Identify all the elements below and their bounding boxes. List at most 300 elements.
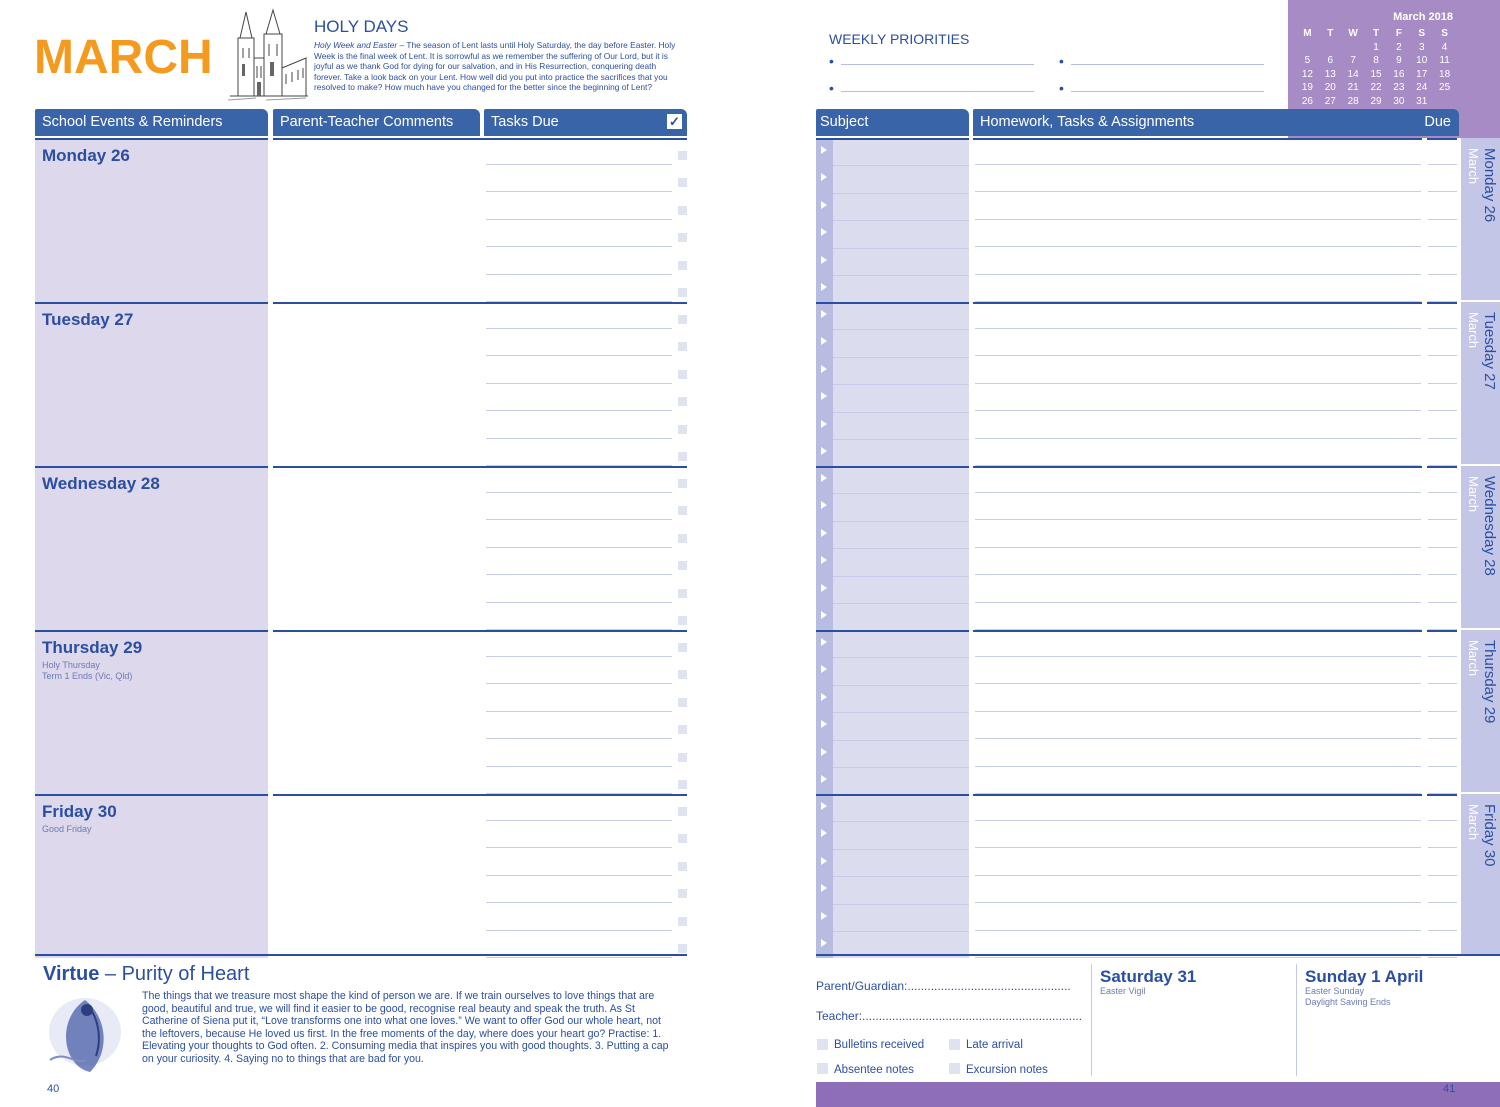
priority-line-1[interactable]	[841, 64, 1034, 65]
due-line[interactable]	[1428, 519, 1457, 520]
task-line[interactable]	[486, 519, 672, 520]
saturday-note: Easter Vigil	[1100, 986, 1146, 996]
due-line[interactable]	[1428, 711, 1457, 712]
calendar-day: 31	[1416, 95, 1428, 107]
task-checkbox[interactable]	[678, 834, 687, 843]
subject-row-divider	[833, 685, 969, 686]
subject-row-divider	[833, 275, 969, 276]
due-line[interactable]	[1428, 164, 1457, 165]
day-divider	[1427, 138, 1457, 140]
subject-row-divider	[833, 931, 969, 932]
due-line[interactable]	[1428, 930, 1457, 931]
day-note: Holy Thursday	[42, 660, 100, 670]
play-arrow-icon	[821, 775, 827, 783]
subject-row-divider	[833, 220, 969, 221]
day-name: Monday 26	[42, 146, 130, 165]
day-note: Good Friday	[42, 824, 92, 834]
due-line[interactable]	[1428, 683, 1457, 684]
play-arrow-icon	[821, 556, 827, 564]
homework-line[interactable]	[975, 820, 1421, 821]
side-tab-text	[1465, 312, 1497, 390]
day-divider	[973, 794, 1422, 796]
calendar-day: 8	[1373, 55, 1379, 66]
homework-line[interactable]	[975, 656, 1421, 657]
holy-days-title: HOLY DAYS	[314, 17, 409, 36]
play-arrow-icon	[821, 420, 827, 428]
day-side-tab	[1461, 138, 1500, 300]
due-line[interactable]	[1428, 847, 1457, 848]
due-line[interactable]	[1428, 738, 1457, 739]
bulletins-received-label: Bulletins received	[834, 1039, 925, 1051]
day-side-tab	[1461, 466, 1500, 628]
play-arrow-icon	[821, 201, 827, 209]
calendar-week-row	[1296, 95, 1456, 109]
task-checkbox[interactable]	[678, 670, 687, 679]
calendar-day: 26	[1301, 95, 1313, 107]
task-line[interactable]	[486, 547, 672, 548]
homework-line[interactable]	[975, 547, 1421, 548]
play-arrow-icon	[821, 584, 827, 592]
calendar-day: 2	[1396, 41, 1402, 53]
subject-row-divider	[833, 439, 969, 440]
subject-row-divider	[833, 412, 969, 413]
absentee-notes-label: Absentee notes	[834, 1064, 914, 1076]
task-line[interactable]	[486, 219, 672, 220]
weekly-priorities-title: WEEKLY PRIORITIES	[829, 31, 970, 47]
homework-line[interactable]	[975, 492, 1421, 493]
due-line[interactable]	[1428, 957, 1457, 958]
side-tab-day: Monday 26	[1481, 148, 1498, 223]
task-line[interactable]	[486, 766, 672, 767]
task-checkbox[interactable]	[678, 807, 687, 816]
calendar-day: 17	[1416, 68, 1428, 80]
task-checkbox[interactable]	[678, 589, 687, 598]
task-checkbox[interactable]	[678, 862, 687, 871]
calendar-weekday: F	[1395, 28, 1402, 39]
homework-line[interactable]	[975, 766, 1421, 767]
task-line[interactable]	[486, 438, 672, 439]
due-line[interactable]	[1428, 438, 1457, 439]
task-line[interactable]	[486, 246, 672, 247]
due-line[interactable]	[1428, 355, 1457, 356]
subject-row-divider	[833, 548, 969, 549]
header-tasks-due	[484, 109, 687, 136]
task-line[interactable]	[486, 328, 672, 329]
subject-column	[816, 794, 969, 958]
day-divider	[816, 138, 969, 140]
arrow-strip	[816, 466, 833, 630]
homework-line[interactable]	[975, 847, 1421, 848]
due-line[interactable]	[1428, 328, 1457, 329]
homework-line[interactable]	[975, 246, 1421, 247]
task-checkbox[interactable]	[678, 753, 687, 762]
day-divider	[35, 302, 268, 304]
due-line[interactable]	[1428, 383, 1457, 384]
day-side-tab	[1461, 630, 1500, 792]
header-due-label: Due	[1424, 114, 1451, 130]
subject-row-divider	[833, 329, 969, 330]
play-arrow-icon	[821, 146, 827, 154]
day-divider	[973, 630, 1422, 632]
sunday-title: Sunday 1 April	[1305, 967, 1424, 986]
homework-line[interactable]	[975, 355, 1421, 356]
calendar-day	[1296, 41, 1319, 55]
play-arrow-icon	[821, 665, 827, 673]
due-line[interactable]	[1428, 191, 1457, 192]
calendar-day: 21	[1347, 82, 1359, 93]
homework-line[interactable]	[975, 219, 1421, 220]
calendar-day: 24	[1416, 82, 1428, 93]
homework-line[interactable]	[975, 930, 1421, 931]
subject-row-divider	[833, 821, 969, 822]
parent-teacher-comment-area[interactable]	[273, 632, 480, 794]
task-line[interactable]	[486, 383, 672, 384]
homework-line[interactable]	[975, 683, 1421, 684]
subject-row-divider	[833, 904, 969, 905]
day-block	[35, 466, 268, 630]
due-line[interactable]	[1428, 274, 1457, 275]
task-line[interactable]	[486, 711, 672, 712]
due-line[interactable]	[1428, 656, 1457, 657]
day-name: Friday 30	[42, 802, 117, 821]
task-checkbox[interactable]	[678, 315, 687, 324]
absentee-notes-checkbox[interactable]	[817, 1063, 828, 1074]
task-line[interactable]	[486, 957, 672, 958]
calendar-day	[1342, 41, 1365, 55]
homework-line[interactable]	[975, 711, 1421, 712]
header-homework	[973, 109, 1459, 136]
day-divider	[973, 138, 1422, 140]
excursion-notes-label: Excursion notes	[966, 1064, 1048, 1076]
calendar-day: 16	[1393, 68, 1405, 80]
day-divider	[1427, 302, 1457, 304]
priority-bullet-2: •	[1059, 53, 1064, 69]
late-arrival-checkbox[interactable]	[949, 1039, 960, 1050]
task-checkbox[interactable]	[678, 780, 687, 789]
header-subject-label: Subject	[820, 114, 869, 130]
parent-teacher-comment-area[interactable]	[273, 796, 480, 958]
bottom-bar	[816, 1082, 1500, 1107]
weekend-divider-2	[1296, 964, 1297, 1076]
task-checkbox[interactable]	[678, 944, 687, 953]
day-block	[35, 630, 268, 794]
play-arrow-icon	[821, 337, 827, 345]
task-checkbox[interactable]	[678, 889, 687, 898]
virtue-illustration	[40, 990, 130, 1075]
task-checkbox[interactable]	[678, 206, 687, 215]
day-divider	[973, 466, 1422, 468]
side-tab-month: March	[1466, 640, 1481, 677]
day-name: Thursday 29	[42, 638, 143, 657]
play-arrow-icon	[821, 256, 827, 264]
task-checkbox[interactable]	[678, 233, 687, 242]
side-tab-month: March	[1466, 148, 1481, 185]
calendar-day: 13	[1324, 68, 1336, 80]
calendar-weekday: T	[1372, 28, 1380, 39]
play-arrow-icon	[821, 501, 827, 509]
play-arrow-icon	[821, 829, 827, 837]
task-line[interactable]	[486, 902, 672, 903]
homework-line[interactable]	[975, 410, 1421, 411]
play-arrow-icon	[821, 611, 827, 619]
task-checkbox[interactable]	[678, 643, 687, 652]
homework-line[interactable]	[975, 957, 1421, 958]
task-checkbox[interactable]	[678, 261, 687, 270]
homework-line[interactable]	[975, 274, 1421, 275]
section-end-divider	[816, 954, 1500, 956]
task-line[interactable]	[486, 274, 672, 275]
day-divider	[1427, 630, 1457, 632]
calendar-week-row	[1296, 54, 1456, 68]
side-tab-text	[1465, 804, 1497, 867]
header-homework-label: Homework, Tasks & Assignments	[980, 114, 1195, 130]
play-arrow-icon	[821, 693, 827, 701]
play-arrow-icon	[821, 802, 827, 810]
arrow-strip	[816, 302, 833, 466]
month-title: MARCH	[34, 31, 213, 84]
task-line[interactable]	[486, 930, 672, 931]
task-line[interactable]	[486, 355, 672, 356]
homework-line[interactable]	[975, 519, 1421, 520]
subject-row-divider	[833, 165, 969, 166]
play-arrow-icon	[821, 912, 827, 920]
calendar-day: 12	[1301, 68, 1313, 80]
play-arrow-icon	[821, 228, 827, 236]
task-checkbox[interactable]	[678, 561, 687, 570]
task-line[interactable]	[486, 410, 672, 411]
subject-row-divider	[833, 740, 969, 741]
side-tab-day: Thursday 29	[1481, 640, 1498, 724]
day-divider	[1427, 466, 1457, 468]
homework-line[interactable]	[975, 738, 1421, 739]
side-tab-month: March	[1466, 312, 1481, 349]
task-checkbox[interactable]	[678, 397, 687, 406]
due-line[interactable]	[1428, 820, 1457, 821]
side-tab-text	[1465, 148, 1497, 222]
homework-line[interactable]	[975, 875, 1421, 876]
subject-row-divider	[833, 603, 969, 604]
day-name: Tuesday 27	[42, 310, 134, 329]
subject-column	[816, 630, 969, 794]
task-line[interactable]	[486, 875, 672, 876]
parent-teacher-comment-area[interactable]	[273, 468, 480, 630]
day-block	[35, 302, 268, 466]
teacher-signature-line[interactable]: Teacher:..................................................................	[816, 1009, 1083, 1023]
task-line[interactable]	[486, 191, 672, 192]
calendar-day: 9	[1396, 55, 1402, 66]
calendar-day: 19	[1301, 82, 1313, 93]
task-checkbox[interactable]	[678, 370, 687, 379]
sunday-note-1: Easter Sunday	[1305, 986, 1365, 996]
church-illustration	[226, 8, 308, 102]
play-arrow-icon	[821, 939, 827, 947]
calendar-week-row	[1296, 41, 1456, 55]
homework-line[interactable]	[975, 438, 1421, 439]
homework-line[interactable]	[975, 574, 1421, 575]
subject-row-divider	[833, 384, 969, 385]
task-line[interactable]	[486, 820, 672, 821]
calendar-day: 22	[1370, 82, 1382, 93]
task-checkbox[interactable]	[678, 506, 687, 515]
page-number-right: 41	[1443, 1083, 1456, 1095]
homework-line[interactable]	[975, 902, 1421, 903]
day-divider	[973, 302, 1422, 304]
side-tab-day: Wednesday 28	[1481, 476, 1498, 576]
priority-bullet-1: •	[829, 53, 834, 69]
task-checkbox[interactable]	[678, 479, 687, 488]
header-tasks-due-label: Tasks Due	[491, 114, 559, 130]
day-divider	[816, 466, 969, 468]
task-checkbox[interactable]	[678, 452, 687, 461]
day-block	[35, 138, 268, 302]
task-line[interactable]	[486, 164, 672, 165]
due-line[interactable]	[1428, 219, 1457, 220]
calendar-weekday: S	[1441, 28, 1448, 39]
holy-days-text	[314, 40, 686, 93]
play-arrow-icon	[821, 283, 827, 291]
day-divider	[35, 138, 268, 140]
task-checkbox[interactable]	[678, 425, 687, 434]
task-checkbox[interactable]	[678, 616, 687, 625]
subject-row-divider	[833, 521, 969, 522]
play-arrow-icon	[821, 857, 827, 865]
header-school-events	[35, 109, 268, 136]
due-line[interactable]	[1428, 875, 1457, 876]
task-checkbox[interactable]	[678, 288, 687, 297]
play-arrow-icon	[821, 720, 827, 728]
priority-line-4[interactable]	[1071, 91, 1264, 92]
subject-row-divider	[833, 493, 969, 494]
homework-line[interactable]	[975, 602, 1421, 603]
due-line[interactable]	[1428, 492, 1457, 493]
virtue-heading	[43, 963, 249, 986]
calendar-day: 3	[1418, 41, 1425, 53]
due-line[interactable]	[1428, 547, 1457, 548]
side-tab-day: Tuesday 27	[1481, 312, 1498, 390]
homework-line[interactable]	[975, 328, 1421, 329]
subject-row-divider	[833, 357, 969, 358]
task-line[interactable]	[486, 602, 672, 603]
calendar-weekday: W	[1348, 28, 1358, 39]
task-line[interactable]	[486, 656, 672, 657]
calendar-week-row	[1296, 81, 1456, 95]
task-checkbox[interactable]	[678, 917, 687, 926]
play-arrow-icon	[821, 884, 827, 892]
task-checkbox[interactable]	[678, 534, 687, 543]
calendar-grid	[1296, 27, 1456, 108]
day-divider	[1427, 794, 1457, 796]
homework-line[interactable]	[975, 164, 1421, 165]
subject-row-divider	[833, 576, 969, 577]
priority-line-2[interactable]	[1071, 64, 1264, 65]
calendar-day: 18	[1439, 68, 1451, 80]
sunday-note-2: Daylight Saving Ends	[1305, 997, 1391, 1007]
calendar-day: 25	[1439, 82, 1451, 93]
play-arrow-icon	[821, 638, 827, 646]
calendar-week-row	[1296, 68, 1456, 82]
calendar-day: 10	[1416, 55, 1428, 66]
subject-row-divider	[833, 657, 969, 658]
task-line[interactable]	[486, 574, 672, 575]
page-number-left: 40	[47, 1083, 60, 1095]
task-checkbox[interactable]	[678, 178, 687, 187]
header-subject	[816, 109, 969, 136]
day-divider	[35, 630, 268, 632]
calendar-day: 30	[1393, 95, 1405, 107]
holy-days-lead: Holy Week and Easter	[314, 40, 398, 50]
priority-bullet-4: •	[1059, 80, 1064, 96]
day-divider	[816, 302, 969, 304]
play-arrow-icon	[821, 173, 827, 181]
subject-column	[816, 466, 969, 630]
subject-row-divider	[833, 193, 969, 194]
day-divider	[35, 794, 268, 796]
calendar-weekday: T	[1327, 28, 1334, 39]
calendar-day	[1319, 41, 1342, 55]
calendar-day	[1433, 95, 1456, 109]
parent-signature-line[interactable]: Parent/Guardian:.................................................	[816, 979, 1071, 993]
virtue-name: Purity of Heart	[121, 963, 250, 985]
calendar-day: 15	[1370, 68, 1382, 80]
calendar-weekday-row	[1296, 27, 1456, 41]
virtue-label: Virtue	[43, 963, 100, 985]
task-checkbox[interactable]	[678, 342, 687, 351]
due-line[interactable]	[1428, 574, 1457, 575]
subject-column	[816, 302, 969, 466]
day-divider	[35, 466, 268, 468]
play-arrow-icon	[821, 474, 827, 482]
subject-row-divider	[833, 876, 969, 877]
side-tab-text	[1465, 640, 1497, 723]
due-line[interactable]	[1428, 410, 1457, 411]
virtue-dash: –	[99, 963, 122, 985]
task-line[interactable]	[486, 847, 672, 848]
play-arrow-icon	[821, 310, 827, 318]
priority-bullet-3: •	[829, 80, 834, 96]
subject-row-divider	[833, 849, 969, 850]
due-line[interactable]	[1428, 766, 1457, 767]
parent-teacher-comment-area[interactable]	[273, 304, 480, 466]
calendar-day: 23	[1393, 82, 1405, 93]
task-checkbox[interactable]	[678, 698, 687, 707]
task-line[interactable]	[486, 738, 672, 739]
task-line[interactable]	[486, 492, 672, 493]
side-tab-month: March	[1466, 804, 1481, 841]
parent-teacher-comment-area[interactable]	[273, 140, 480, 302]
homework-line[interactable]	[975, 383, 1421, 384]
subject-row-divider	[833, 712, 969, 713]
task-checkbox[interactable]	[678, 151, 687, 160]
excursion-notes-checkbox[interactable]	[949, 1063, 960, 1074]
calendar-day: 7	[1350, 55, 1356, 66]
due-line[interactable]	[1428, 902, 1457, 903]
priority-line-3[interactable]	[841, 91, 1034, 92]
task-checkbox[interactable]	[678, 725, 687, 734]
task-line[interactable]	[486, 683, 672, 684]
side-tab-day: Friday 30	[1481, 804, 1498, 867]
calendar-day: 11	[1439, 55, 1450, 66]
check-icon: ✓	[667, 114, 682, 129]
side-tab-text	[1465, 476, 1497, 576]
calendar-day: 14	[1347, 68, 1359, 80]
section-end-divider	[35, 954, 687, 956]
day-side-tab	[1461, 794, 1500, 956]
due-line[interactable]	[1428, 602, 1457, 603]
homework-line[interactable]	[975, 191, 1421, 192]
due-line[interactable]	[1428, 246, 1457, 247]
bulletins-received-checkbox[interactable]	[817, 1039, 828, 1050]
late-arrival-label: Late arrival	[966, 1039, 1023, 1051]
